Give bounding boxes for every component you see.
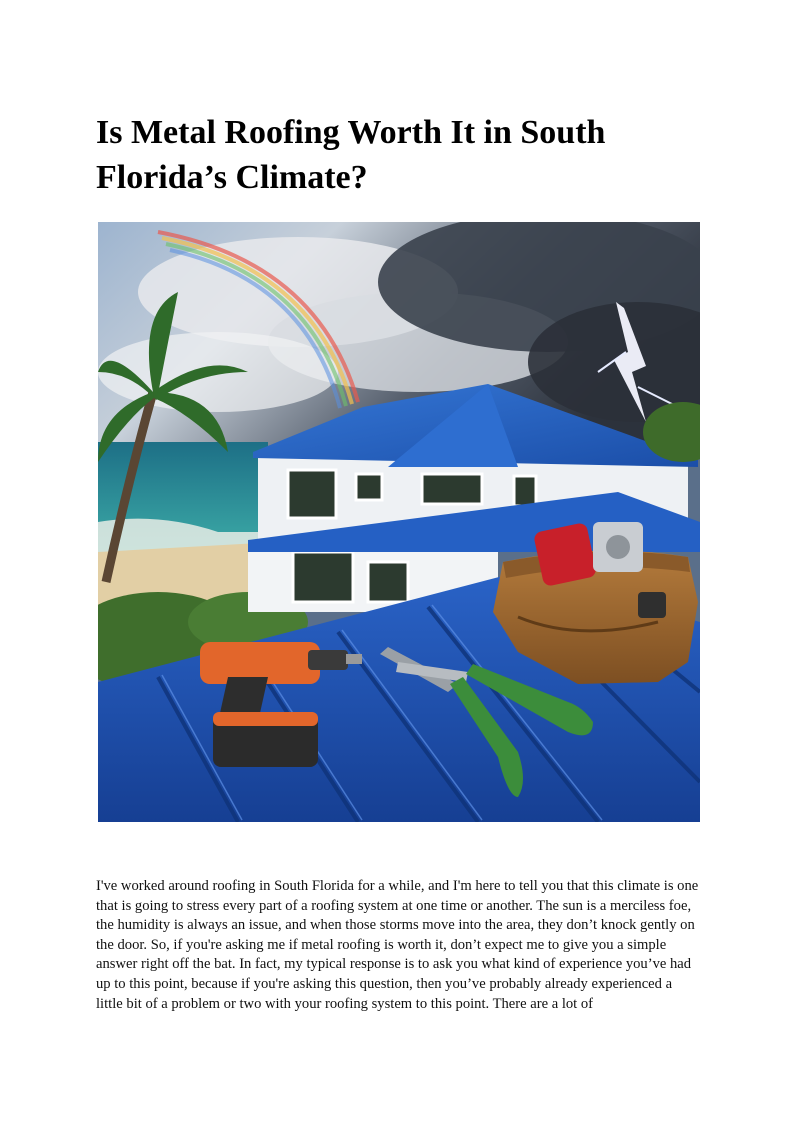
hero-illustration — [98, 222, 700, 822]
article-body: I've worked around roofing in South Florida for a while, and I'm here to tell you that this climate is one that is going to stress every part of a roofing system at one time or another. The sun is a merciless foe, the humidity is always an issue, and when those storms move into the area, they don’t knock gently on the door. So, if you're asking me if metal roofing is worth it, don’t expect me to give you a simple answer right off the bat. In fact, my typical response is to ask you what kind of experience you’ve had up to this point, because if you're asking this question, then you’ve probably already experienced a little bit of a problem or two with your roofing system to this point. There are a lot of — [96, 878, 699, 1012]
article-title: Is Metal Roofing Worth It in South Florida’s Climate? — [96, 114, 606, 196]
hero-image — [98, 222, 700, 822]
